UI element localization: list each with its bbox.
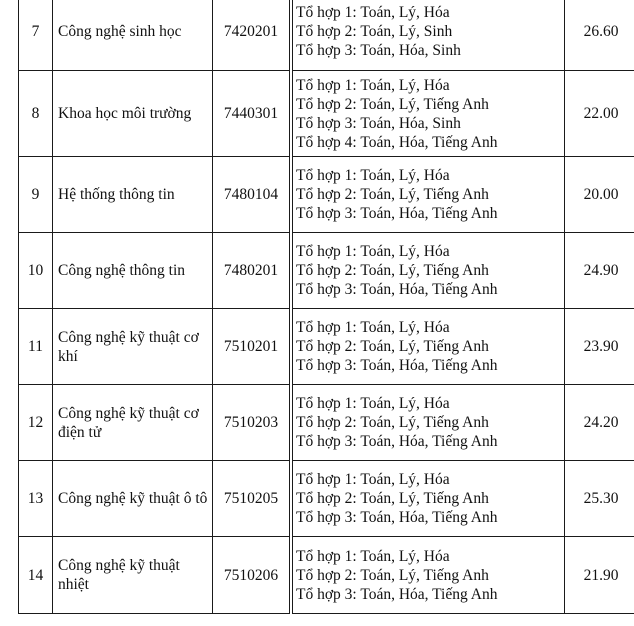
major-code: 7510205 <box>213 461 292 537</box>
combination-line: Tổ hợp 2: Toán, Lý, Tiếng Anh <box>296 338 489 355</box>
row-number: 12 <box>19 385 53 461</box>
benchmark-score: 22.00 <box>565 71 634 157</box>
major-code: 7480104 <box>213 157 292 233</box>
major-name: Công nghệ kỹ thuật ô tô <box>53 461 213 537</box>
combination-line: Tổ hợp 1: Toán, Lý, Hóa <box>296 547 450 565</box>
row-number: 7 <box>19 0 53 71</box>
combination-line: Tổ hợp 1: Toán, Lý, Hóa <box>296 4 450 21</box>
combination-line: Tổ hợp 1: Toán, Lý, Hóa <box>296 76 450 94</box>
combination-line: Tổ hợp 1: Toán, Lý, Hóa <box>296 243 450 260</box>
benchmark-score: 23.90 <box>565 309 634 385</box>
combination-line: Tổ hợp 3: Toán, Hóa, Sinh <box>296 42 461 59</box>
row-number: 8 <box>19 71 53 157</box>
table-row <box>19 0 634 71</box>
subject-combinations <box>291 309 565 385</box>
table-row <box>19 233 634 309</box>
row-number: 11 <box>19 309 53 385</box>
major-name: Khoa học môi trường <box>53 71 213 157</box>
benchmark-score: 20.00 <box>565 157 634 233</box>
combination-line: Tổ hợp 4: Toán, Hóa, Tiếng Anh <box>296 133 498 151</box>
combination-line: Tổ hợp 2: Toán, Lý, Sinh <box>296 23 453 40</box>
subject-combinations <box>291 157 565 233</box>
table-row <box>19 71 634 157</box>
subject-combinations <box>291 537 565 614</box>
major-code: 7510203 <box>213 385 292 461</box>
table-row <box>19 385 634 461</box>
major-code: 7510201 <box>213 309 292 385</box>
table-row <box>19 537 634 614</box>
combination-line: Tổ hợp 3: Toán, Hóa, Tiếng Anh <box>296 585 498 603</box>
major-code: 7480201 <box>213 233 292 309</box>
combination-line: Tổ hợp 2: Toán, Lý, Tiếng Anh <box>296 490 489 507</box>
table-row <box>19 309 634 385</box>
combination-line: Tổ hợp 2: Toán, Lý, Tiếng Anh <box>296 186 489 203</box>
benchmark-score: 24.90 <box>565 233 634 309</box>
combination-line: Tổ hợp 3: Toán, Hóa, Sinh <box>296 114 461 132</box>
major-name: Hệ thống thông tin <box>53 157 213 233</box>
subject-combinations <box>291 0 565 71</box>
major-name: Công nghệ thông tin <box>53 233 213 309</box>
combination-line: Tổ hợp 3: Toán, Hóa, Tiếng Anh <box>296 205 498 222</box>
combination-line: Tổ hợp 1: Toán, Lý, Hóa <box>296 167 450 184</box>
subject-combinations <box>291 233 565 309</box>
combination-line: Tổ hợp 3: Toán, Hóa, Tiếng Anh <box>296 357 498 374</box>
table-row <box>19 157 634 233</box>
benchmark-score: 24.20 <box>565 385 634 461</box>
combination-line: Tổ hợp 3: Toán, Hóa, Tiếng Anh <box>296 433 498 450</box>
subject-combinations <box>291 461 565 537</box>
combination-line: Tổ hợp 1: Toán, Lý, Hóa <box>296 319 450 336</box>
major-name: Công nghệ kỹ thuật cơ điện tử <box>53 385 213 461</box>
combination-line: Tổ hợp 2: Toán, Lý, Tiếng Anh <box>296 95 489 113</box>
major-code: 7510206 <box>213 537 292 614</box>
row-number: 14 <box>19 537 53 614</box>
combination-line: Tổ hợp 2: Toán, Lý, Tiếng Anh <box>296 262 489 279</box>
combination-line: Tổ hợp 2: Toán, Lý, Tiếng Anh <box>296 566 489 584</box>
subject-combinations <box>291 385 565 461</box>
combination-line: Tổ hợp 2: Toán, Lý, Tiếng Anh <box>296 414 489 431</box>
combination-line: Tổ hợp 1: Toán, Lý, Hóa <box>296 395 450 412</box>
benchmark-score: 21.90 <box>565 537 634 614</box>
benchmark-score: 25.30 <box>565 461 634 537</box>
major-name: Công nghệ sinh học <box>53 0 213 71</box>
admission-scores-table <box>18 0 634 614</box>
combination-line: Tổ hợp 3: Toán, Hóa, Tiếng Anh <box>296 509 498 526</box>
major-code: 7420201 <box>213 0 292 71</box>
row-number: 9 <box>19 157 53 233</box>
major-name: Công nghệ kỹ thuật cơ khí <box>53 309 213 385</box>
benchmark-score: 26.60 <box>565 0 634 71</box>
combination-line: Tổ hợp 1: Toán, Lý, Hóa <box>296 471 450 488</box>
table-row <box>19 461 634 537</box>
major-code: 7440301 <box>213 71 292 157</box>
row-number: 13 <box>19 461 53 537</box>
subject-combinations <box>291 71 565 157</box>
row-number: 10 <box>19 233 53 309</box>
combination-line: Tổ hợp 3: Toán, Hóa, Tiếng Anh <box>296 281 498 298</box>
major-name: Công nghệ kỹ thuật nhiệt <box>53 537 213 614</box>
